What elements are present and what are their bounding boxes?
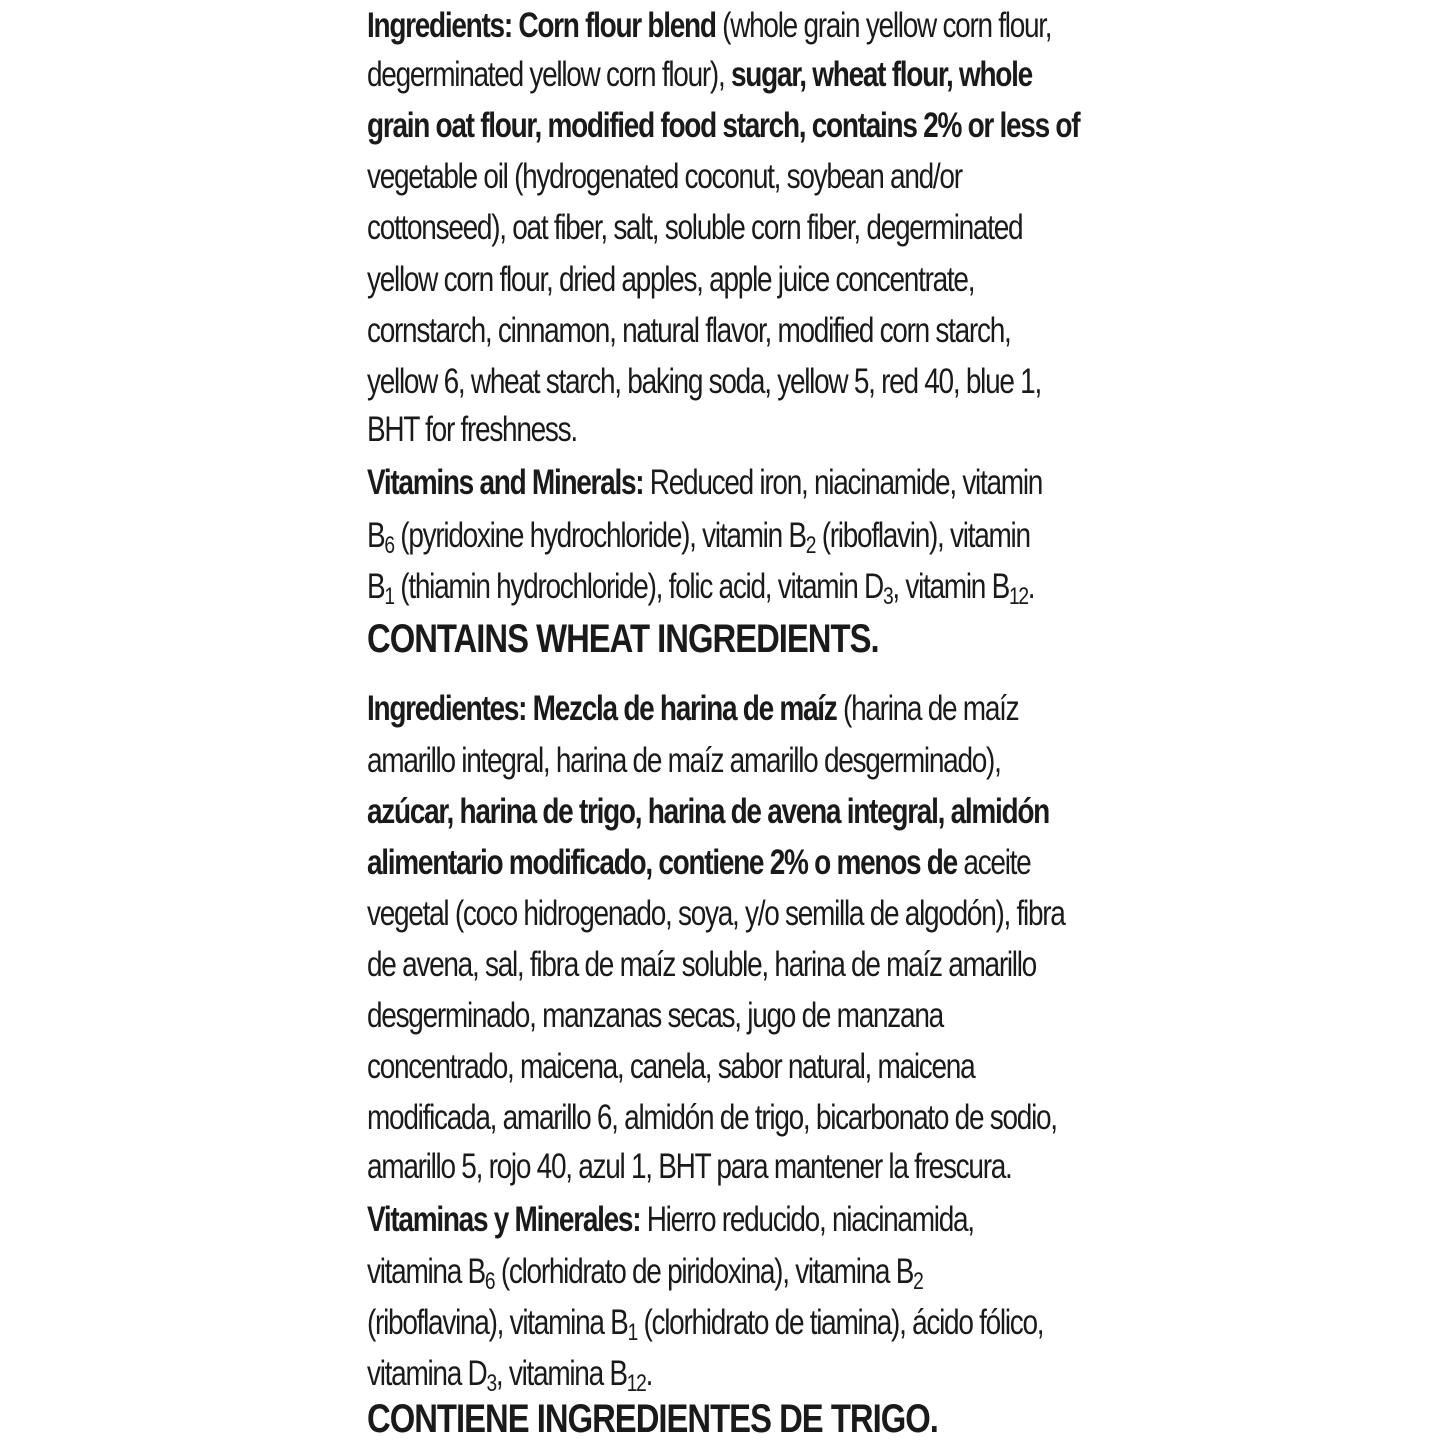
es-ingredients-line-6: de avena, sal, fibra de maíz soluble, harina de maíz amarillo [367, 945, 1036, 984]
es-text: aceite [963, 843, 1031, 882]
es-ingredients-line-4 [367, 837, 1030, 889]
en-ingredients-line-3: grain oat flour, modified food starch, contains 2% or less of [367, 106, 1080, 145]
en-corn-blend-detail: (whole grain yellow corn flour, [722, 6, 1052, 45]
subscript: 1 [627, 1319, 637, 1346]
en-ingredients-line-2 [367, 49, 1032, 101]
en-bold-text: sugar, wheat flour, whole [730, 55, 1032, 94]
en-text: . [1027, 567, 1035, 606]
es-text: vitamina D [367, 1354, 487, 1393]
subscript: 6 [384, 532, 394, 559]
subscript: 3 [882, 583, 893, 610]
es-text: (clorhidrato de tiamina), ácido fólico, [643, 1303, 1044, 1342]
subscript: 2 [805, 532, 816, 559]
es-ingredients-line-9: modificada, amarillo 6, almidón de trigo, bicarbonato de sodio, [367, 1098, 1057, 1137]
es-text: . [645, 1354, 653, 1393]
es-text: Hierro reducido, niacinamida, [646, 1200, 974, 1239]
en-corn-blend: Corn flour blend [518, 6, 716, 45]
es-text: , vitamina B [495, 1354, 627, 1393]
es-vitamins-line-3 [367, 1297, 1043, 1349]
es-text: (harina de maíz [843, 689, 1019, 728]
es-bold-text: alimentario modificado, contiene 2% o menos de [367, 843, 957, 882]
ingredients-label-panel [367, 0, 1107, 1445]
subscript: 2 [913, 1268, 923, 1295]
en-allergen-statement: CONTAINS WHEAT INGREDIENTS. [367, 617, 879, 661]
en-vitamins-heading: Vitamins and Minerals: [367, 463, 644, 502]
es-vitamins-line-2 [367, 1246, 923, 1298]
es-ingredients-line-1 [367, 683, 1018, 735]
es-text: (riboflavina), vitamina B [367, 1303, 628, 1342]
es-ingredients-line-5: vegetal (coco hidrogenado, soya, y/o semilla de algodón), fibra [367, 894, 1065, 933]
en-ingredients-heading: Ingredients: [367, 6, 512, 45]
es-ingredients-line-8: concentrado, maicena, canela, sabor natural, maicena [367, 1047, 975, 1086]
en-text: B [367, 567, 385, 606]
en-vitamins-line-3 [367, 561, 1034, 613]
en-ingredients-line-8: yellow 6, wheat starch, baking soda, yellow 5, red 40, blue 1, [367, 362, 1041, 401]
es-vitamins-line-1 [367, 1194, 974, 1246]
en-text: (pyridoxine hydrochloride), vitamin B [400, 516, 806, 555]
subscript: 12 [1008, 583, 1028, 610]
subscript: 12 [626, 1370, 646, 1397]
en-ingredients-line-4: vegetable oil (hydrogenated coconut, soybean and/or [367, 157, 962, 196]
subscript: 3 [486, 1370, 496, 1397]
es-text: vitamina B [367, 1252, 485, 1291]
en-text: (riboflavin), vitamin [821, 516, 1030, 555]
en-ingredients-line-5: cottonseed), oat fiber, salt, soluble corn fiber, degerminated [367, 208, 1023, 247]
en-ingredients-line-9: BHT for freshness. [367, 410, 577, 449]
es-ingredients-heading: Ingredientes: [367, 689, 527, 728]
es-text: (clorhidrato de piridoxina), vitamina B [500, 1252, 914, 1291]
en-text: Reduced iron, niacinamide, vitamin [649, 463, 1043, 502]
en-text: (thiamin hydrochloride), folic acid, vitamin D [400, 567, 883, 606]
en-text: , vitamin B [892, 567, 1009, 606]
en-ingredients-line-6: yellow corn flour, dried apples, apple juice concentrate, [367, 260, 975, 299]
es-vitamins-heading: Vitaminas y Minerales: [367, 1200, 641, 1239]
en-text: degerminated yellow corn flour), [367, 55, 725, 94]
subscript: 6 [484, 1268, 495, 1295]
en-ingredients-line-1 [367, 0, 1051, 52]
en-vitamins-line-2 [367, 510, 1030, 562]
es-ingredients-line-10: amarillo 5, rojo 40, azul 1, BHT para mantener la frescura. [367, 1147, 1012, 1186]
es-ingredients-line-3: azúcar, harina de trigo, harina de avena integral, almidón [367, 792, 1049, 831]
en-text: B [367, 516, 385, 555]
subscript: 1 [384, 583, 394, 610]
en-vitamins-line-1 [367, 457, 1042, 509]
es-corn-blend: Mezcla de harina de maíz [532, 689, 837, 728]
es-ingredients-line-7: desgerminado, manzanas secas, jugo de manzana [367, 996, 943, 1035]
es-allergen-statement: CONTIENE INGREDIENTES DE TRIGO. [367, 1397, 938, 1441]
en-ingredients-line-7: cornstarch, cinnamon, natural flavor, modified corn starch, [367, 311, 1011, 350]
es-ingredients-line-2: amarillo integral, harina de maíz amarillo desgerminado), [367, 741, 1001, 780]
